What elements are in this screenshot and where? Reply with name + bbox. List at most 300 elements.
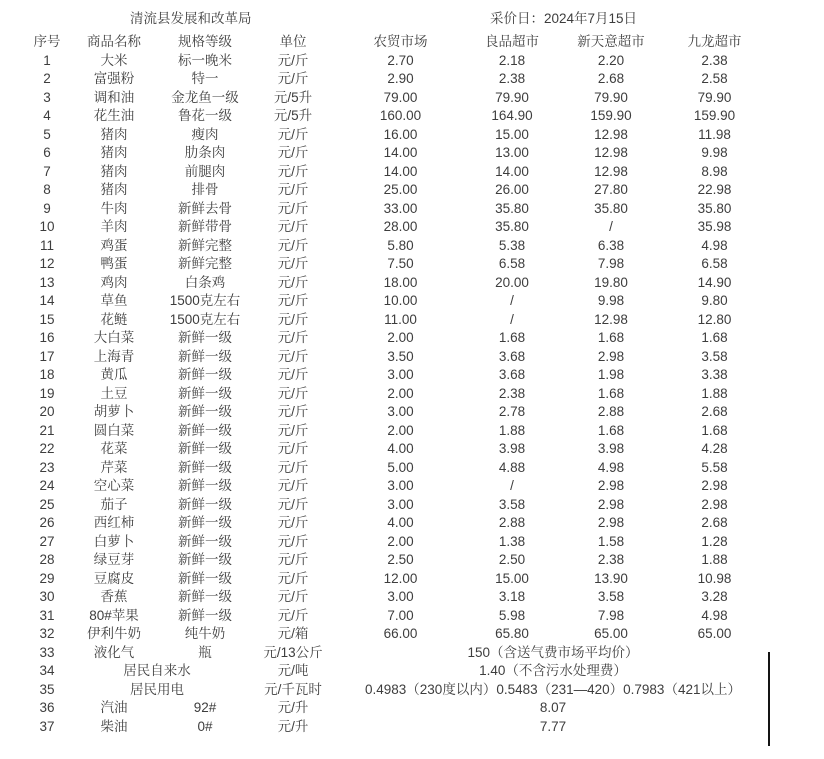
table-cell: 3.00 — [387, 478, 414, 493]
table-cell: 1.88 — [701, 552, 728, 567]
table-cell: 1 — [43, 52, 51, 68]
table-cell: 新鲜一级 — [178, 515, 232, 530]
table-cell: 1.68 — [498, 330, 526, 345]
table-cell: 1.68 — [701, 422, 728, 438]
table-cell: 34 — [39, 663, 55, 678]
table-cell: 2.38 — [498, 385, 526, 401]
table-cell: 上海青 — [93, 348, 135, 364]
table-row — [28, 70, 768, 89]
table-cell: 7.00 — [387, 607, 414, 623]
table-cell: 12.98 — [594, 126, 628, 142]
table-cell: 羊肉 — [100, 219, 128, 234]
table-row — [28, 496, 768, 515]
table-cell: 鸡蛋 — [100, 237, 128, 253]
table-cell: 新鲜一级 — [178, 367, 232, 382]
table-cell: 2.98 — [701, 478, 728, 493]
table-cell: 2.88 — [498, 515, 526, 530]
table-cell: 草鱼 — [100, 293, 128, 308]
table-cell: 15.00 — [495, 570, 529, 586]
table-cell: 14.00 — [383, 163, 418, 179]
table-cell: 黄瓜 — [100, 367, 128, 382]
table-cell: 元/斤 — [277, 441, 309, 456]
table-cell: 3.98 — [597, 441, 625, 456]
table-cell: 5.38 — [498, 237, 526, 253]
table-cell: 鲁花一级 — [178, 108, 232, 123]
table-row — [28, 403, 768, 422]
table-cell: 元/13公斤 — [263, 644, 323, 660]
table-cell: 新鲜一级 — [178, 496, 232, 512]
table-cell: / — [510, 293, 514, 308]
table-cell: 瓶 — [198, 644, 212, 660]
table-cell: 新鲜一级 — [178, 385, 232, 401]
table-cell: 13.00 — [495, 145, 529, 160]
column-header-5: 良品超市 — [485, 34, 539, 49]
table-cell: 3.28 — [701, 589, 728, 604]
table-cell: 14.90 — [697, 274, 732, 290]
table-cell: 26 — [39, 515, 55, 530]
table-cell: 2.00 — [387, 533, 414, 549]
table-cell: 新鲜一级 — [178, 533, 232, 549]
table-cell: 159.90 — [693, 108, 736, 123]
table-cell: 猪肉 — [100, 182, 128, 197]
table-cell: 元/斤 — [277, 496, 309, 512]
table-cell: 11.00 — [384, 311, 417, 327]
table-cell: 1.40（不含污水处理费） — [479, 663, 627, 678]
table-cell: 21 — [39, 422, 55, 438]
table-cell: 瘦肉 — [191, 126, 219, 142]
table-cell: 新鲜一级 — [178, 330, 232, 345]
table-cell: 富强粉 — [93, 71, 135, 86]
table-row — [28, 218, 768, 237]
table-cell: 14.00 — [383, 145, 418, 160]
table-cell: 12.98 — [594, 163, 628, 179]
table-cell: 28.00 — [383, 219, 418, 234]
table-cell: 16 — [39, 330, 55, 345]
table-cell: 元/斤 — [277, 552, 309, 567]
table-cell: 11.98 — [698, 126, 731, 142]
table-cell: 9 — [43, 200, 51, 216]
table-cell: 绿豆芽 — [93, 552, 135, 567]
table-cell: 26.00 — [495, 182, 529, 197]
table-row — [28, 681, 768, 700]
table-cell: 5.58 — [701, 459, 728, 475]
table-cell: 164.90 — [491, 108, 533, 123]
table-cell: 35.80 — [495, 219, 529, 234]
price-collection-date: 采价日：2024年7月15日 — [490, 11, 638, 26]
table-cell: 新鲜一级 — [178, 552, 232, 567]
page-title: 清流县发展和改革局 — [130, 11, 252, 26]
table-row — [28, 477, 768, 496]
table-cell: 5 — [43, 126, 51, 142]
table-cell: 香蕉 — [100, 589, 128, 604]
table-cell: 1500克左右 — [169, 293, 241, 308]
table-cell: 5.80 — [387, 237, 414, 253]
table-cell: 8 — [43, 182, 51, 197]
table-cell: 新鲜完整 — [178, 256, 232, 271]
table-cell: 0.4983（230度以内）0.5483（231—420）0.7983（421以上） — [365, 681, 741, 697]
table-cell: 元/吨 — [277, 663, 309, 678]
table-cell: 65.80 — [495, 626, 529, 641]
table-cell: 10.98 — [697, 570, 732, 586]
table-cell: 8.07 — [539, 700, 567, 715]
table-cell: 1.28 — [701, 533, 728, 549]
table-cell: 元/升 — [277, 718, 309, 734]
table-cell: 19.80 — [594, 274, 628, 290]
table-cell: 9.98 — [597, 293, 625, 308]
table-row — [28, 440, 768, 459]
table-cell: 柴油 — [100, 718, 128, 734]
table-cell: 9.98 — [701, 145, 728, 160]
table-cell: 7.98 — [597, 256, 625, 271]
table-cell: 2.98 — [597, 496, 625, 512]
table-row — [28, 570, 768, 589]
column-header-4: 农贸市场 — [373, 34, 428, 49]
table-cell: 居民用电 — [130, 681, 184, 697]
table-cell: 2.50 — [387, 552, 414, 567]
table-row — [28, 311, 768, 330]
table-cell: 猪肉 — [100, 163, 128, 179]
table-cell: 22.98 — [697, 182, 732, 197]
table-cell: 3.98 — [498, 441, 526, 456]
table-cell: 27 — [39, 533, 55, 549]
table-cell: 20.00 — [495, 274, 529, 290]
table-row — [28, 551, 768, 570]
table-cell: 新鲜一级 — [178, 607, 232, 623]
price-table — [28, 33, 768, 736]
table-cell: 新鲜一级 — [178, 459, 232, 475]
table-cell: 土豆 — [100, 385, 128, 401]
table-cell: 元/斤 — [277, 515, 309, 530]
table-cell: 4.98 — [701, 237, 728, 253]
table-cell: 元/升 — [277, 700, 309, 715]
table-cell: 牛肉 — [100, 200, 128, 216]
table-cell: 元/斤 — [277, 459, 309, 475]
table-cell: 11 — [39, 237, 54, 253]
table-cell: 2.38 — [701, 52, 728, 68]
table-cell: 37 — [39, 718, 55, 734]
table-cell: 2 — [43, 71, 51, 86]
table-cell: 2.98 — [597, 515, 625, 530]
table-row — [28, 366, 768, 385]
table-row — [28, 662, 768, 681]
table-cell: 10.00 — [383, 293, 418, 308]
table-cell: 花生油 — [93, 108, 135, 123]
table-cell: 2.70 — [387, 52, 414, 68]
table-cell: 28 — [39, 552, 55, 567]
table-cell: 元/斤 — [277, 330, 309, 345]
table-row — [28, 292, 768, 311]
table-cell: 3.58 — [701, 348, 728, 364]
table-cell: 1.68 — [597, 385, 625, 401]
table-cell: 3.38 — [701, 367, 728, 382]
table-cell: 居民自来水 — [123, 663, 191, 678]
table-cell: 元/斤 — [277, 607, 309, 623]
table-row — [28, 348, 768, 367]
table-cell: 1.38 — [498, 533, 526, 549]
table-cell: 6.38 — [597, 237, 625, 253]
table-cell: 79.90 — [495, 89, 529, 105]
table-cell: 3.00 — [387, 404, 414, 419]
table-cell: 1.68 — [597, 330, 625, 345]
table-cell: 22 — [39, 441, 55, 456]
table-cell: 4.00 — [387, 441, 414, 456]
table-row — [28, 255, 768, 274]
table-cell: 13 — [39, 274, 55, 290]
table-cell: 元/5升 — [273, 89, 313, 105]
table-cell: 元/箱 — [277, 626, 309, 641]
column-header-0: 序号 — [33, 34, 61, 49]
table-cell: 新鲜一级 — [178, 422, 232, 438]
table-cell: 新鲜去骨 — [178, 200, 232, 216]
table-cell: 汽油 — [100, 700, 128, 715]
table-cell: 31 — [39, 607, 55, 623]
table-cell: 1.68 — [701, 330, 728, 345]
table-cell: 3 — [43, 89, 51, 105]
table-cell: 伊利牛奶 — [87, 626, 141, 641]
table-header-row — [28, 33, 768, 52]
table-cell: 12 — [39, 256, 55, 271]
table-cell: 4.88 — [498, 459, 526, 475]
table-cell: 新鲜一级 — [178, 404, 232, 419]
table-cell: 元/5升 — [273, 108, 313, 123]
table-cell: 6.58 — [498, 256, 526, 271]
table-cell: 3.68 — [498, 348, 526, 364]
table-cell: 25.00 — [383, 182, 418, 197]
table-cell: 花菜 — [100, 441, 128, 456]
table-row — [28, 607, 768, 626]
table-cell: 30 — [39, 589, 55, 604]
table-row — [28, 144, 768, 163]
table-cell: 元/斤 — [277, 478, 309, 493]
table-cell: 27.80 — [594, 182, 628, 197]
table-cell: 3.68 — [498, 367, 526, 382]
table-cell: 元/斤 — [277, 422, 309, 438]
table-cell: 12.80 — [697, 311, 732, 327]
table-cell: 12.98 — [594, 311, 628, 327]
table-cell: 15 — [39, 311, 55, 327]
table-cell: 80#苹果 — [89, 607, 139, 623]
table-row — [28, 107, 768, 126]
table-cell: / — [609, 219, 613, 234]
table-cell: 调和油 — [93, 89, 135, 105]
table-cell: 1500克左右 — [169, 311, 241, 327]
column-header-1: 商品名称 — [87, 34, 141, 49]
table-cell: 79.90 — [697, 89, 732, 105]
table-cell: 3.18 — [498, 589, 526, 604]
table-cell: 7.98 — [597, 607, 625, 623]
table-cell: 79.00 — [383, 89, 418, 105]
table-cell: 1.88 — [701, 385, 728, 401]
table-cell: 新鲜一级 — [178, 478, 232, 493]
table-row — [28, 533, 768, 552]
table-cell: 17 — [39, 348, 55, 364]
table-cell: 纯牛奶 — [184, 626, 226, 641]
table-cell: 2.98 — [701, 496, 728, 512]
table-row — [28, 181, 768, 200]
table-cell: 35.80 — [495, 200, 529, 216]
table-cell: 14 — [39, 293, 55, 308]
table-cell: 2.68 — [597, 71, 625, 86]
table-cell: 9.80 — [701, 293, 728, 308]
table-cell: 元/千瓦时 — [264, 681, 322, 697]
table-cell: 33.00 — [383, 200, 418, 216]
table-cell: 2.98 — [597, 348, 625, 364]
table-cell: 元/斤 — [277, 274, 309, 290]
table-cell: 1.68 — [597, 422, 625, 438]
table-cell: 1.58 — [597, 533, 625, 549]
table-cell: / — [510, 311, 514, 327]
table-cell: 4 — [43, 108, 51, 123]
table-cell: 金龙鱼一级 — [171, 89, 239, 105]
table-cell: 元/斤 — [277, 570, 309, 586]
table-cell: 4.00 — [387, 515, 414, 530]
table-row — [28, 385, 768, 404]
table-row — [28, 200, 768, 219]
table-cell: 茄子 — [100, 496, 128, 512]
table-cell: 标一晚米 — [178, 52, 232, 68]
table-row — [28, 644, 768, 663]
table-cell: 2.00 — [387, 330, 414, 345]
table-cell: 排骨 — [191, 182, 219, 197]
table-cell: 猪肉 — [100, 145, 128, 160]
table-cell: 鸡肉 — [100, 274, 128, 290]
table-cell: 元/斤 — [277, 589, 309, 604]
table-cell: 5.00 — [387, 459, 414, 475]
selection-border-line — [768, 652, 770, 746]
table-cell: 8.98 — [701, 163, 728, 179]
table-row — [28, 718, 768, 737]
table-row — [28, 514, 768, 533]
table-cell: 4.98 — [701, 607, 728, 623]
table-cell: 79.90 — [594, 89, 628, 105]
table-cell: 35.80 — [594, 200, 628, 216]
table-cell: 7.77 — [539, 718, 567, 734]
table-cell: 1.98 — [597, 367, 625, 382]
table-cell: 65.00 — [697, 626, 732, 641]
table-cell: 胡萝卜 — [93, 404, 135, 419]
table-cell: 25 — [39, 496, 55, 512]
table-cell: 白条鸡 — [184, 274, 226, 290]
table-row — [28, 274, 768, 293]
table-row — [28, 237, 768, 256]
table-cell: 新鲜一级 — [178, 570, 232, 586]
table-cell: 元/斤 — [277, 237, 309, 253]
table-cell: 大米 — [100, 52, 128, 68]
table-cell: 3.00 — [387, 367, 414, 382]
table-cell: 元/斤 — [277, 404, 309, 419]
table-cell: 2.88 — [597, 404, 625, 419]
table-cell: 2.50 — [498, 552, 526, 567]
table-cell: 豆腐皮 — [93, 570, 135, 586]
table-cell: 36 — [39, 700, 55, 715]
table-cell: 白萝卜 — [93, 533, 135, 549]
table-row — [28, 625, 768, 644]
table-cell: 元/斤 — [277, 311, 309, 327]
table-cell: 元/斤 — [277, 293, 309, 308]
table-cell: 元/斤 — [277, 348, 309, 364]
table-cell: 33 — [39, 644, 55, 660]
column-header-3: 单位 — [279, 34, 307, 49]
table-cell: 鸭蛋 — [100, 256, 128, 271]
table-cell: 1.88 — [498, 422, 526, 438]
table-cell: 3.00 — [387, 496, 414, 512]
table-cell: 0# — [197, 718, 213, 734]
table-cell: 4.98 — [597, 459, 625, 475]
table-cell: 18.00 — [383, 274, 418, 290]
table-cell: 3.58 — [597, 589, 625, 604]
table-cell: 7 — [43, 163, 51, 179]
table-cell: 7.50 — [387, 256, 414, 271]
table-cell: 2.98 — [597, 478, 625, 493]
table-cell: 2.58 — [701, 71, 728, 86]
table-row — [28, 459, 768, 478]
table-cell: 65.00 — [594, 626, 628, 641]
table-row — [28, 422, 768, 441]
table-cell: 35.80 — [697, 200, 732, 216]
table-cell: 2.38 — [498, 71, 526, 86]
table-cell: 元/斤 — [277, 200, 309, 216]
table-row — [28, 329, 768, 348]
table-cell: 35 — [39, 681, 55, 697]
table-cell: 159.90 — [590, 108, 632, 123]
table-cell: 空心菜 — [93, 478, 135, 493]
table-cell: 元/斤 — [277, 71, 309, 86]
table-cell: 2.78 — [498, 404, 526, 419]
table-cell: 元/斤 — [277, 163, 309, 179]
table-cell: 6.58 — [701, 256, 728, 271]
table-cell: 新鲜带骨 — [178, 219, 232, 234]
table-row — [28, 163, 768, 182]
table-cell: 13.90 — [594, 570, 628, 586]
table-cell: 元/斤 — [277, 533, 309, 549]
table-cell: 2.00 — [387, 385, 414, 401]
column-header-2: 规格等级 — [178, 34, 232, 49]
table-cell: 元/斤 — [277, 256, 309, 271]
table-row — [28, 52, 768, 71]
table-cell: 3.00 — [387, 589, 414, 604]
table-cell: 前腿肉 — [184, 163, 226, 179]
table-cell: 元/斤 — [277, 367, 309, 382]
table-cell: 3.58 — [498, 496, 526, 512]
table-cell: 18 — [39, 367, 55, 382]
table-cell: 新鲜一级 — [178, 589, 232, 604]
table-cell: 2.90 — [387, 71, 414, 86]
table-cell: 6 — [43, 145, 51, 160]
table-cell: 10 — [39, 219, 55, 234]
table-cell: / — [510, 478, 514, 493]
table-cell: 芹菜 — [100, 459, 128, 475]
table-cell: 圆白菜 — [93, 422, 135, 438]
table-cell: 2.00 — [387, 422, 414, 438]
table-cell: 150（含送气费市场平均价） — [467, 644, 639, 660]
table-cell: 特一 — [191, 71, 219, 86]
table-cell: 24 — [39, 478, 55, 493]
table-cell: 新鲜一级 — [178, 441, 232, 456]
table-cell: 12.00 — [383, 570, 418, 586]
column-header-6: 新天意超市 — [577, 34, 645, 49]
table-cell: 元/斤 — [277, 145, 309, 160]
table-cell: 元/斤 — [277, 219, 309, 234]
column-header-7: 九龙超市 — [687, 34, 742, 49]
table-cell: 西红柿 — [93, 515, 135, 530]
table-cell: 19 — [39, 385, 55, 401]
table-cell: 2.20 — [597, 52, 625, 68]
table-cell: 2.68 — [701, 404, 728, 419]
table-cell: 35.98 — [697, 219, 732, 234]
table-cell: 元/斤 — [277, 52, 309, 68]
table-row — [28, 699, 768, 718]
table-cell: 元/斤 — [277, 385, 309, 401]
